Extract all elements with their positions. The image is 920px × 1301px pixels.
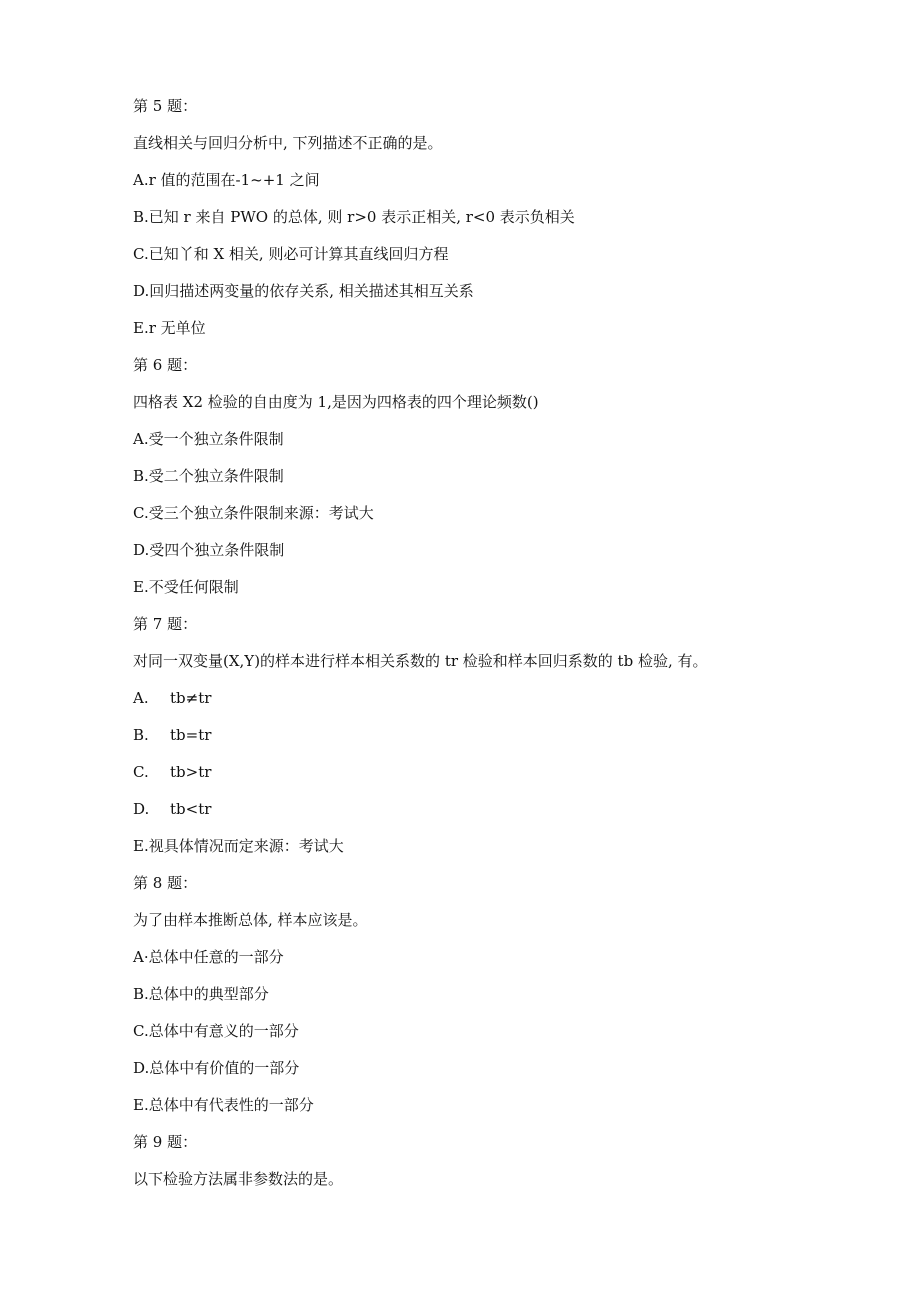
question-5-option-c: C.已知丫和 X 相关, 则必可计算其直线回归方程 [133,245,449,263]
question-7-option-b [133,725,853,745]
question-6-option-b: B.受二个独立条件限制 [133,467,284,485]
question-8-stem: 为了由样本推断总体, 样本应该是。 [133,911,368,929]
question-5-heading: 第 5 题： [133,97,198,115]
option-letter: D. [133,800,150,818]
question-9-stem: 以下检验方法属非参数法的是。 [133,1170,344,1188]
question-6-option-d: D.受四个独立条件限制 [133,541,285,559]
question-6-option-e: E.不受任何限制 [133,578,239,596]
question-7-option-a [133,688,853,708]
question-9-heading: 第 9 题： [133,1133,198,1151]
question-5-option-a: A.r 值的范围在-1~+1 之间 [133,171,320,189]
question-5-stem: 直线相关与回归分析中, 下列描述不正确的是。 [133,134,443,152]
question-6-heading: 第 6 题： [133,356,198,374]
option-text: tb>tr [170,763,212,781]
question-7-option-e: E.视具体情况而定来源：考试大 [133,837,344,855]
question-7-option-d [133,799,853,819]
question-7-heading: 第 7 题： [133,615,198,633]
question-8-option-e: E.总体中有代表性的一部分 [133,1096,314,1114]
option-text: tb≠tr [170,689,212,707]
question-7-option-c [133,762,853,782]
option-letter: B. [133,726,149,744]
option-text: tb<tr [170,800,212,818]
question-8-option-c: C.总体中有意义的一部分 [133,1022,299,1040]
question-5-option-d: D.回归描述两变量的依存关系, 相关描述其相互关系 [133,282,474,300]
document-page [133,96,853,1206]
question-8-option-b: B.总体中的典型部分 [133,985,269,1003]
question-8-option-d: D.总体中有价值的一部分 [133,1059,300,1077]
question-5-option-b: B.已知 r 来自 PWO 的总体, 则 r>0 表示正相关, r<0 表示负相关 [133,208,575,226]
question-6-option-c: C.受三个独立条件限制来源：考试大 [133,504,374,522]
question-5-option-e: E.r 无单位 [133,319,206,337]
option-text: tb=tr [170,726,212,744]
question-8-option-a: A·总体中任意的一部分 [133,948,284,966]
question-7-stem: 对同一双变量(X,Y)的样本进行样本相关系数的 tr 检验和样本回归系数的 tb 检验, 有。 [133,652,708,670]
question-8-heading: 第 8 题： [133,874,198,892]
question-6-stem: 四格表 X2 检验的自由度为 1,是因为四格表的四个理论频数() [133,393,539,411]
option-letter: A. [133,689,149,707]
question-6-option-a: A.受一个独立条件限制 [133,430,284,448]
option-letter: C. [133,763,149,781]
